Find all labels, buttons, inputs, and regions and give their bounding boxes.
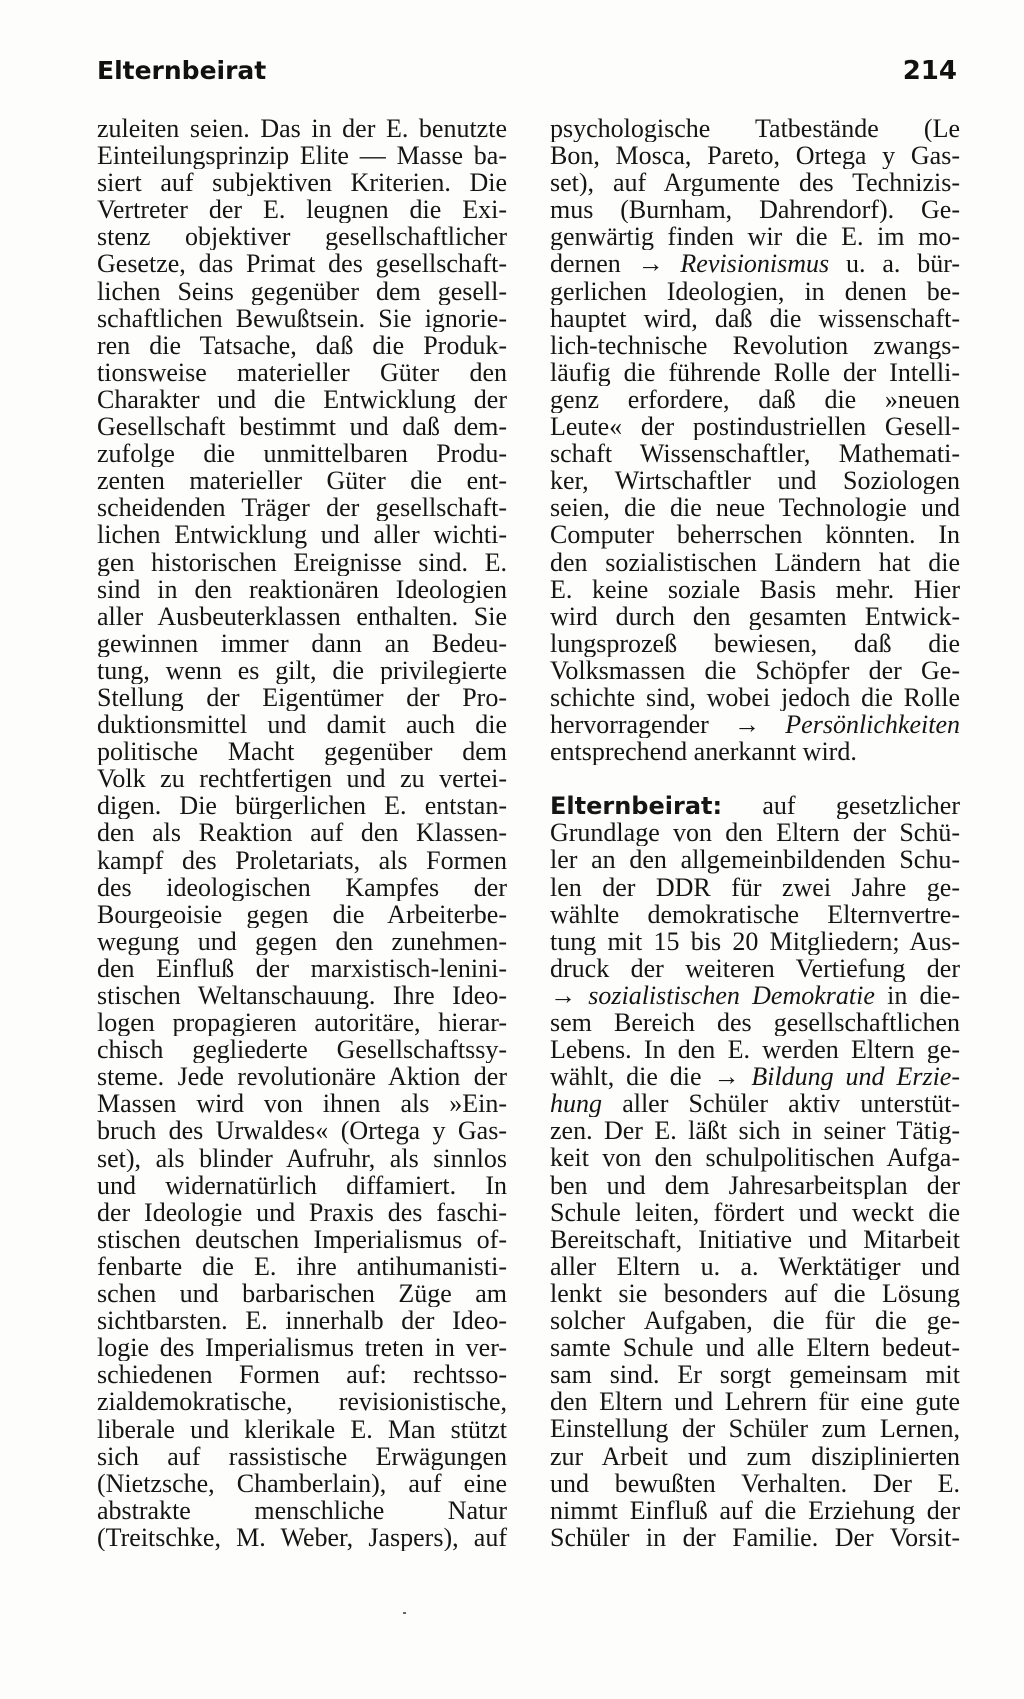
page-number: 214 bbox=[902, 56, 957, 86]
text-line: den sozialistischen Ländern hat die bbox=[550, 548, 960, 576]
text-line: sem Bereich des gesellschaftlichen bbox=[550, 1009, 960, 1037]
text-line: Einstellung der Schüler zum Lernen, bbox=[550, 1415, 960, 1443]
text-line: genwärtig finden wir die E. im mo- bbox=[550, 223, 960, 251]
text-line: gewinnen immer dann an Bedeu- bbox=[97, 629, 507, 657]
text-line: zenten materieller Güter die ent- bbox=[97, 467, 507, 495]
text-line: lichen Seins gegenüber dem gesell- bbox=[97, 277, 507, 305]
text-line: kampf des Proletariats, als Formen bbox=[97, 846, 507, 874]
running-head-keyword: Elternbeirat bbox=[97, 56, 267, 85]
text-line: len der DDR für zwei Jahre ge- bbox=[550, 873, 960, 901]
text-line: politische Macht gegenüber dem bbox=[97, 738, 507, 766]
text-line: Massen wird von ihnen als »Ein- bbox=[97, 1090, 507, 1118]
text-line: fenbarte die E. ihre antihumanisti- bbox=[97, 1252, 507, 1281]
text-line bbox=[550, 982, 960, 1009]
text-line: scheidenden Träger der gesellschaft- bbox=[97, 494, 507, 522]
text-line: set), auf Argumente des Technizis- bbox=[550, 169, 960, 197]
text-line: Charakter und die Entwicklung der bbox=[97, 385, 507, 414]
text-line: chisch gegliederte Gesellschaftssy- bbox=[97, 1036, 507, 1064]
text-line: tung, wenn es gilt, die privilegierte bbox=[97, 656, 507, 684]
text-line: E. keine soziale Basis mehr. Hier bbox=[550, 575, 960, 603]
text-line: zufolge die unmittelbaren Produ- bbox=[97, 440, 507, 468]
text-line: lungsprozeß bewiesen, daß die bbox=[550, 629, 960, 657]
text-line: solcher Aufgaben, die für die ge- bbox=[550, 1307, 960, 1335]
text-line: läufig die führende Rolle der Intelli- bbox=[550, 358, 960, 386]
text-line: logie des Imperialismus treten in ver- bbox=[97, 1334, 507, 1362]
text-line: den als Reaktion auf den Klassen- bbox=[97, 819, 507, 847]
text-line: samte Schule und alle Eltern bedeut- bbox=[550, 1334, 960, 1362]
text-run: auf gesetzlicher bbox=[722, 792, 960, 820]
text-line: wegung und gegen den zunehmen- bbox=[97, 927, 507, 955]
right-text-column bbox=[550, 115, 960, 1551]
text-run: wählt, die die → bbox=[550, 1063, 752, 1091]
text-line: tionsweise materieller Güter den bbox=[97, 358, 507, 386]
text-line: genz erfordere, daß die »neuen bbox=[550, 385, 960, 414]
text-line: und bewußten Verhalten. Der E. bbox=[550, 1469, 960, 1497]
text-line: der Ideologie und Praxis des faschi- bbox=[97, 1198, 507, 1226]
text-line: Einteilungsprinzip Elite — Masse ba- bbox=[97, 142, 507, 170]
text-line: entsprechend anerkannt wird. bbox=[550, 738, 857, 766]
text-line: lichen Entwicklung und aller wichti- bbox=[97, 521, 507, 549]
cross-reference-term: hung bbox=[550, 1090, 602, 1118]
text-line: aller Ausbeuterklassen enthalten. Sie bbox=[97, 602, 507, 630]
text-line: Volk zu rechtfertigen und zu vertei- bbox=[97, 765, 507, 793]
text-run: dernen → bbox=[550, 250, 681, 278]
text-line: (Treitschke, M. Weber, Jaspers), auf bbox=[97, 1523, 507, 1551]
text-line: schiedenen Formen auf: rechtsso- bbox=[97, 1361, 507, 1389]
text-line: schaftlichen Bewußtsein. Sie ignorie- bbox=[97, 304, 507, 332]
text-line: tung mit 15 bis 20 Mitgliedern; Aus- bbox=[550, 927, 960, 955]
text-line: Schule leiten, fördert und weckt die bbox=[550, 1198, 960, 1226]
cross-reference-term: sozialistischen Demokratie bbox=[588, 981, 875, 1009]
text-line: wählte demokratische Elternvertre- bbox=[550, 900, 960, 928]
text-line: sich auf rassistische Erwägungen bbox=[97, 1442, 507, 1470]
text-line: logen propagieren autoritäre, hierar- bbox=[97, 1009, 507, 1037]
text-line: Lebens. In den E. werden Eltern ge- bbox=[550, 1036, 960, 1064]
text-line: liberale und klerikale E. Man stützt bbox=[97, 1415, 507, 1443]
text-line: ler an den allgemeinbildenden Schu- bbox=[550, 846, 960, 874]
text-line: sichtbarsten. E. innerhalb der Ideo- bbox=[97, 1307, 507, 1335]
text-line: abstrakte menschliche Natur bbox=[97, 1496, 507, 1524]
text-line: stenz objektiver gesellschaftlicher bbox=[97, 223, 507, 251]
text-line: bruch des Urwaldes« (Ortega y Gas- bbox=[97, 1117, 507, 1145]
text-line: schichte sind, wobei jedoch die Rolle bbox=[550, 683, 960, 712]
entry-first-line bbox=[550, 792, 960, 819]
text-line bbox=[550, 711, 960, 738]
text-line: steme. Jede revolutionäre Aktion der bbox=[97, 1063, 507, 1091]
cross-reference-term: Bildung und Erzie- bbox=[751, 1063, 960, 1091]
text-line: keit von den schulpolitischen Aufga- bbox=[550, 1144, 960, 1172]
text-line: Bourgeoisie gegen die Arbeiterbe- bbox=[97, 900, 507, 928]
text-line: nimmt Einfluß auf die Erziehung der bbox=[550, 1496, 960, 1524]
text-line: und widernatürlich diffamiert. In bbox=[97, 1171, 507, 1199]
text-line: mus (Burnham, Dahrendorf). Ge- bbox=[550, 196, 960, 224]
text-line: Computer beherrschen könnten. In bbox=[550, 521, 960, 549]
text-line: Schüler in der Familie. Der Vorsit- bbox=[550, 1523, 960, 1551]
text-line: zur Arbeit und zum disziplinierten bbox=[550, 1442, 960, 1470]
text-line: stischen deutschen Imperialismus of- bbox=[97, 1225, 507, 1253]
left-text-column bbox=[97, 115, 507, 1551]
text-line: siert auf subjektiven Kriterien. Die bbox=[97, 169, 507, 197]
text-line: ren die Tatsache, daß die Produk- bbox=[97, 331, 507, 359]
text-line: duktionsmittel und damit auch die bbox=[97, 711, 507, 739]
text-run: aller Schüler aktiv unterstüt- bbox=[602, 1090, 960, 1118]
text-run: u. a. bür- bbox=[829, 250, 960, 278]
text-line: digen. Die bürgerlichen E. entstan- bbox=[97, 792, 507, 820]
entry-headword: Elternbeirat: bbox=[550, 792, 723, 820]
text-line: druck der weiteren Vertiefung der bbox=[550, 954, 960, 982]
text-line: Grundlage von den Eltern der Schü- bbox=[550, 819, 960, 847]
text-line: set), als blinder Aufruhr, als sinnlos bbox=[97, 1144, 507, 1172]
text-line: hauptet wird, daß die wissenschaft- bbox=[550, 304, 960, 332]
text-line: ker, Wirtschaftler und Soziologen bbox=[550, 467, 960, 495]
text-line: den Einfluß der marxistisch-lenini- bbox=[97, 954, 507, 982]
entry-gap bbox=[550, 765, 960, 792]
text-line: Gesellschaft bestimmt und daß dem- bbox=[97, 413, 507, 441]
text-line: wird durch den gesamten Entwick- bbox=[550, 602, 960, 630]
text-line: schen und barbarischen Züge am bbox=[97, 1280, 507, 1308]
text-line: seien, die die neue Technologie und bbox=[550, 494, 960, 522]
text-run: hervorragender → bbox=[550, 711, 786, 739]
text-line: psychologische Tatbestände (Le bbox=[550, 115, 960, 143]
text-line bbox=[550, 250, 960, 277]
cross-reference-term: Persönlichkeiten bbox=[785, 711, 960, 739]
text-line: Volksmassen die Schöpfer der Ge- bbox=[550, 656, 960, 684]
print-speck bbox=[403, 1612, 406, 1614]
text-line bbox=[550, 1063, 960, 1090]
page-header bbox=[97, 56, 957, 96]
cross-reference-term: Revisionismus bbox=[680, 250, 830, 278]
text-line: gerlichen Ideologien, in denen be- bbox=[550, 277, 960, 305]
text-run: → bbox=[550, 981, 589, 1009]
text-line: (Nietzsche, Chamberlain), auf eine bbox=[97, 1469, 507, 1497]
text-line: Stellung der Eigentümer der Pro- bbox=[97, 683, 507, 712]
text-line: Leute« der postindustriellen Gesell- bbox=[550, 413, 960, 441]
text-line: stischen Weltanschauung. Ihre Ideo- bbox=[97, 982, 507, 1010]
text-line: sind in den reaktionären Ideologien bbox=[97, 575, 507, 603]
text-line: zuleiten seien. Das in der E. benutzte bbox=[97, 115, 507, 143]
text-line: Bon, Mosca, Pareto, Ortega y Gas- bbox=[550, 142, 960, 170]
text-line: schaft Wissenschaftler, Mathemati- bbox=[550, 440, 960, 468]
text-line: gen historischen Ereignisse sind. E. bbox=[97, 548, 507, 576]
text-line: des ideologischen Kampfes der bbox=[97, 873, 507, 901]
text-line: Vertreter der E. leugnen die Exi- bbox=[97, 196, 507, 224]
text-line: lenkt sie besonders auf die Lösung bbox=[550, 1279, 960, 1308]
text-run: in die- bbox=[874, 981, 960, 1009]
text-line: zen. Der E. läßt sich in seiner Tätig- bbox=[550, 1117, 960, 1145]
text-line: Bereitschaft, Initiative und Mitarbeit bbox=[550, 1225, 960, 1253]
text-line: ben und dem Jahresarbeitsplan der bbox=[550, 1171, 960, 1199]
text-line: Gesetze, das Primat des gesellschaft- bbox=[97, 250, 507, 278]
text-line: lich-technische Revolution zwangs- bbox=[550, 331, 960, 359]
text-line bbox=[550, 1090, 960, 1117]
text-line: aller Eltern u. a. Werktätiger und bbox=[550, 1252, 960, 1280]
text-line: sam sind. Er sorgt gemeinsam mit bbox=[550, 1361, 960, 1389]
text-line: zialdemokratische, revisionistische, bbox=[97, 1388, 507, 1416]
text-line: den Eltern und Lehrern für eine gute bbox=[550, 1388, 960, 1416]
